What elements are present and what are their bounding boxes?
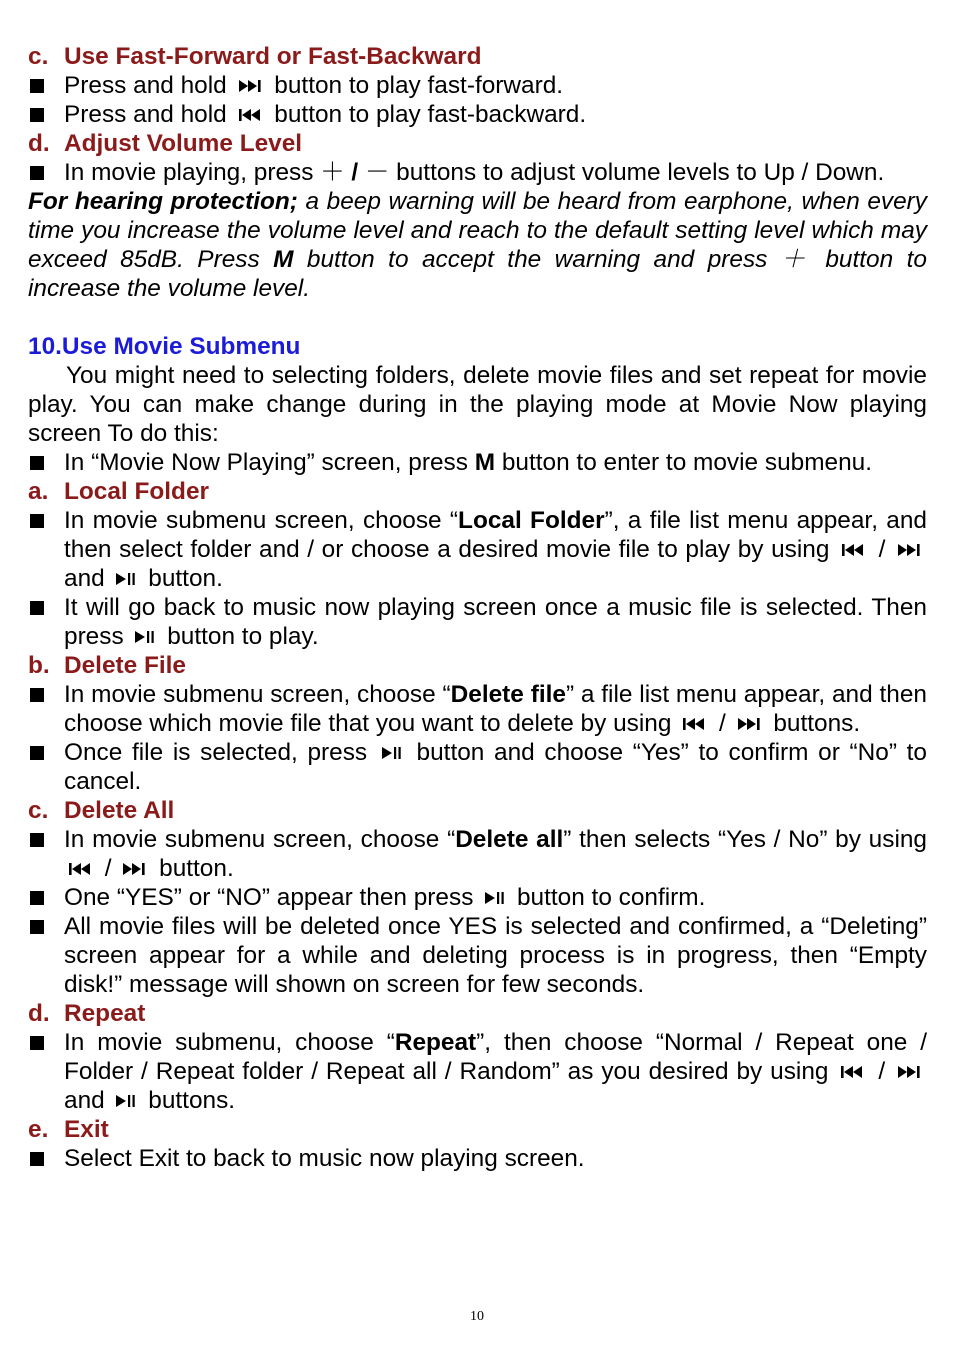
bullet-square-icon [28,825,64,854]
play-pause-icon [114,570,138,588]
bullet-square-icon [28,71,64,100]
bullet-delete-all-1: In movie submenu screen, choose “Delete all” then selects “Yes / No” by using / button. [28,825,927,883]
bullet-square-icon [28,448,64,477]
bullet-delete-all-2: One “YES” or “NO” appear then press button to confirm. [28,883,927,912]
manual-page [28,42,927,1173]
fast-backward-icon [839,1063,867,1081]
fast-backward-icon [681,715,709,733]
bullet-volume: In movie playing, press ＋ / － buttons to adjust volume levels to Up / Down. [28,158,927,187]
bullet-square-icon [28,883,64,912]
play-pause-icon [133,628,157,646]
bullet-local-folder-1: In movie submenu screen, choose “Local Folder”, a file list menu appear, and then select folder and / or choose a desired movie file to play by using / and button. [28,506,927,593]
bullet-delete-file-2: Once file is selected, press button and choose “Yes” to confirm or “No” to cancel. [28,738,927,796]
hearing-protection-note: For hearing protection; a beep warning will be heard from earphone, when every time you increase the volume level and reach to the default setting level which may exceed 85dB. Press M button to accept the warning and press ＋ button to increase the volume level. [28,188,927,302]
bullet-fast-forward: Press and hold button to play fast-forward. [28,71,927,100]
bullet-square-icon [28,158,64,187]
bullet-square-icon [28,1028,64,1057]
fast-backward-icon [840,541,868,559]
bullet-square-icon [28,506,64,535]
intro-paragraph: You might need to selecting folders, delete movie files and set repeat for movie play. You can make change during in the playing mode at Movie Now playing screen To do this: [28,362,927,447]
play-pause-icon [483,889,507,907]
bullet-delete-file-1: In movie submenu screen, choose “Delete file” a file list menu appear, and then choose which movie file that you want to delete by using / buttons. [28,680,927,738]
slash-symbol: / [351,159,359,186]
fast-backward-icon [237,106,265,124]
fast-forward-icon [896,541,924,559]
page-number: 10 [470,1309,484,1324]
fast-backward-icon [67,860,95,878]
subheading-adjust-volume: d. Adjust Volume Level [28,130,303,157]
bullet-local-folder-2: It will go back to music now playing screen once a music file is selected. Then press button to play. [28,593,927,651]
bullet-square-icon [28,593,64,622]
bullet-delete-all-3: All movie files will be deleted once YES is selected and confirmed, a “Deleting” screen appear for a while and deleting process is in progress, then “Empty disk!” message will shown on screen for few seconds. [28,912,927,999]
bullet-square-icon [28,680,64,709]
bullet-square-icon [28,100,64,129]
subheading-exit: e. Exit [28,1116,109,1143]
subheading-repeat: d. Repeat [28,1000,146,1027]
fast-forward-icon [237,77,265,95]
bullet-square-icon [28,912,64,941]
bullet-square-icon [28,738,64,767]
fast-forward-icon [896,1063,924,1081]
play-pause-icon [114,1092,138,1110]
bullet-fast-backward: Press and hold button to play fast-backward. [28,100,927,129]
bullet-enter-submenu: In “Movie Now Playing” screen, press M button to enter to movie submenu. [28,448,927,477]
fast-forward-icon [121,860,149,878]
minus-symbol: － [364,159,390,186]
bullet-exit: Select Exit to back to music now playing screen. [28,1144,927,1173]
bullet-repeat: In movie submenu, choose “Repeat”, then choose “Normal / Repeat one / Folder / Repeat folder / Repeat all / Random” as you desired by using / and buttons. [28,1028,927,1115]
section-heading-movie-submenu: 10.Use Movie Submenu [28,333,301,360]
subheading-delete-file: b. Delete File [28,652,187,679]
subheading-fast-forward: c. Use Fast-Forward or Fast-Backward [28,43,482,70]
play-pause-icon [380,744,404,762]
subheading-delete-all: c. Delete All [28,797,175,824]
plus-symbol: ＋ [320,159,345,186]
subheading-local-folder: a. Local Folder [28,478,210,505]
fast-forward-icon [736,715,764,733]
bullet-square-icon [28,1144,64,1173]
